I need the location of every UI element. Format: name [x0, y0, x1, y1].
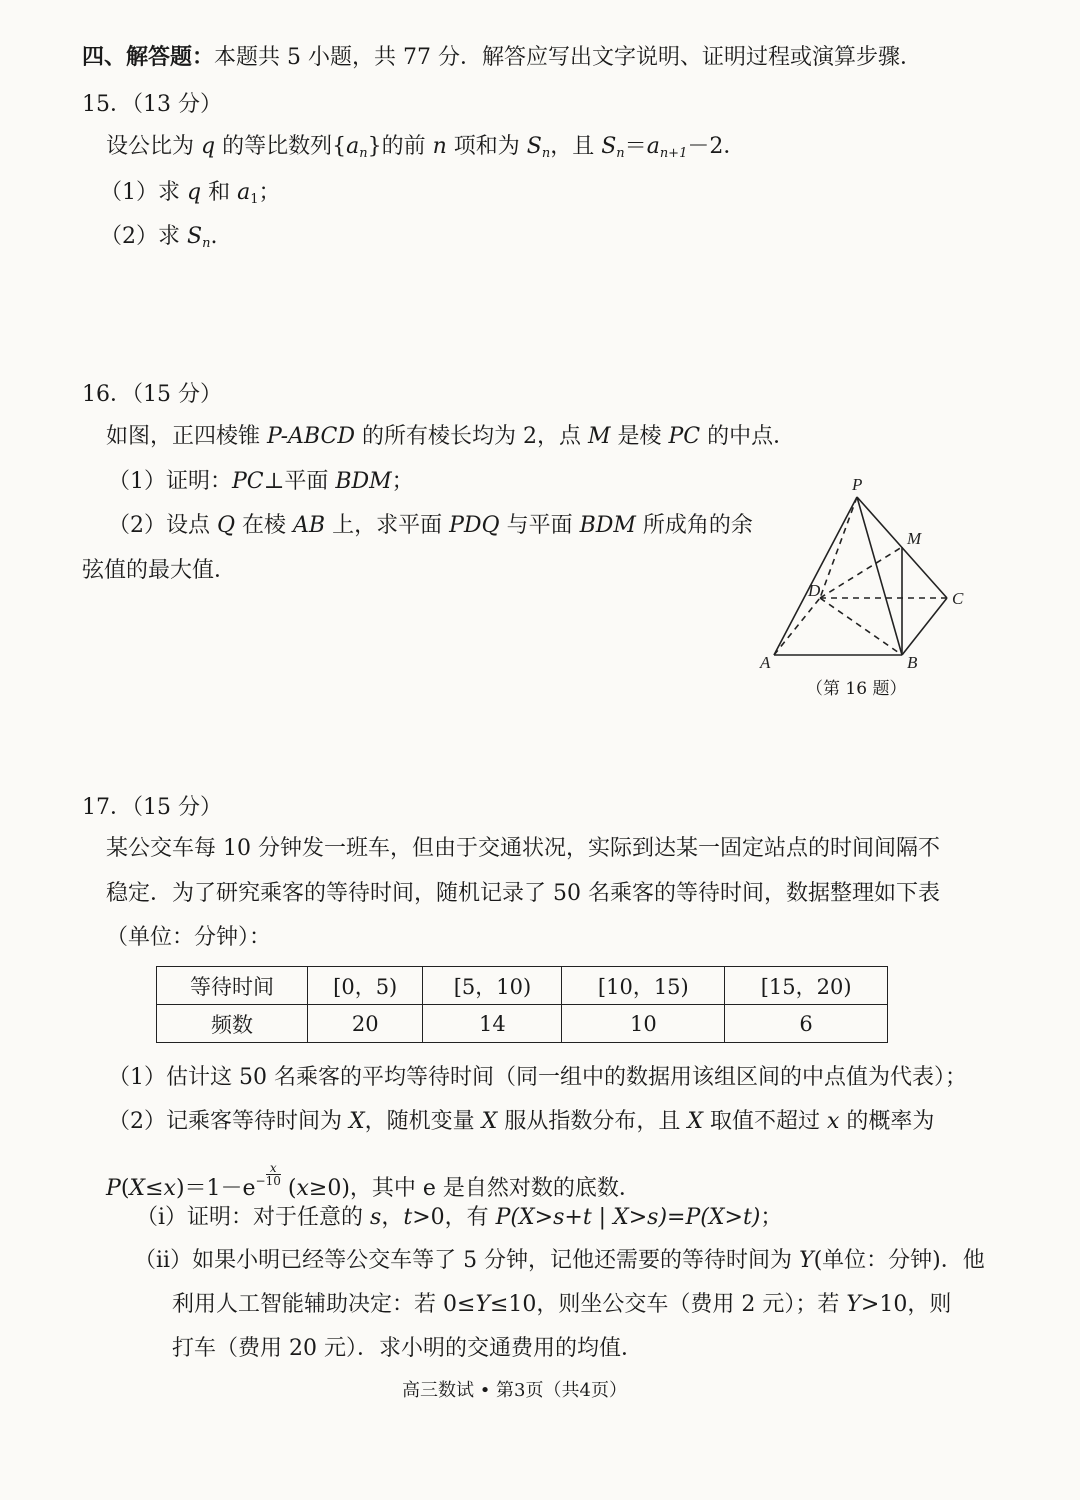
figure-caption: （第 16 题）	[806, 679, 907, 699]
table-header-cell: 频数	[157, 1005, 308, 1043]
label-M: M	[907, 529, 922, 548]
q17-stem-line2: 稳定．为了研究乘客的等待时间，随机记录了 50 名乘客的等待时间，数据整理如下表	[106, 881, 940, 906]
q17-stem-line3: （单位：分钟）：	[106, 925, 272, 950]
segment-DM	[820, 547, 902, 598]
pyramid-figure	[750, 470, 980, 710]
edge-AD	[774, 598, 820, 655]
table-cell: 14	[423, 1005, 562, 1043]
label-C: C	[952, 589, 964, 608]
q17-part2: （2）记乘客等待时间为 X，随机变量 X 服从指数分布，且 X 取值不超过 x 的概率为	[108, 1109, 935, 1134]
section-instruction: 本题共 5 小题，共 77 分．解答应写出文字说明、证明过程或演算步骤．	[214, 45, 922, 70]
edge-PD	[820, 497, 857, 598]
q17-part2-i: （i）证明：对于任意的 s，t>0，有 P(X>s+t | X>s)=P(X>t)；	[136, 1205, 783, 1230]
q17-part2-ii: （ii）如果小明已经等公交车等了 5 分钟，记他还需要的等待时间为 Y(单位：分钟)．他	[134, 1248, 985, 1273]
table-cell: [15，20)	[725, 967, 888, 1005]
edge-PB	[857, 497, 902, 655]
table-cell: 10	[562, 1005, 725, 1043]
q16-part1: （1）证明：PC⊥平面 BDM；	[108, 469, 414, 494]
label-P: P	[852, 475, 863, 494]
q15-title: 15．（13 分）	[82, 92, 222, 117]
label-D: D	[808, 581, 821, 600]
q16-stem: 如图，正四棱锥 P-ABCD 的所有棱长均为 2，点 M 是棱 PC 的中点．	[106, 424, 796, 449]
frequency-table	[156, 966, 888, 1043]
q16-part2: （2）设点 Q 在棱 AB 上，求平面 PDQ 与平面 BDM 所成角的余	[108, 513, 753, 538]
table-header-cell: 等待时间	[157, 967, 308, 1005]
q16-part2-cont: 弦值的最大值．	[82, 558, 237, 583]
q17-part1: （1）估计这 50 名乘客的平均等待时间（同一组中的数据用该组区间的中点值为代表）；	[108, 1065, 967, 1090]
section-heading	[82, 46, 922, 69]
page-footer: 高三数试 • 第3页（共4页）	[402, 1380, 627, 1401]
q15-part2: （2）求 $S_n$.	[100, 224, 218, 251]
edge-BC	[902, 598, 947, 655]
table-cell: 20	[308, 1005, 423, 1043]
q17-part2-ii-line3: 打车（费用 20 元）．求小明的交通费用的均值．	[172, 1336, 643, 1361]
section-label: 四、解答题：	[82, 44, 215, 70]
q15-stem: 设公比为 q 的等比数列$\{a_n\}$的前 n 项和为 $S_n$，且 $S_n=a_{n+1}-2$．	[106, 134, 746, 161]
table-cell: 6	[725, 1005, 888, 1043]
label-B: B	[907, 653, 918, 672]
table-row	[157, 1005, 888, 1043]
table-cell: [5，10)	[423, 967, 562, 1005]
q17-formula-line: P(X≤x)＝1－e− $\frac{x}{10}$ (x≥0)，其中 e 是自然对数的底数．	[106, 1161, 641, 1201]
q17-title: 17．（15 分）	[82, 795, 222, 820]
exponent-fraction: $\frac{x}{10}$	[265, 1161, 281, 1188]
segment-DB	[820, 598, 902, 655]
edge-PA	[774, 497, 857, 655]
table-cell: [0，5)	[308, 967, 423, 1005]
q15-part1: （1）求 q 和 $a_1$；	[100, 180, 281, 207]
q16-title: 16．（15 分）	[82, 382, 222, 407]
table-row	[157, 967, 888, 1005]
label-A: A	[760, 653, 771, 672]
table-cell: [10，15)	[562, 967, 725, 1005]
q17-part2-ii-line2: 利用人工智能辅助决定：若 0≤Y≤10，则坐公交车（费用 2 元）；若 Y>10，则	[172, 1292, 952, 1317]
q17-stem-line1: 某公交车每 10 分钟发一班车，但由于交通状况，实际到达某一固定站点的时间间隔不	[106, 836, 940, 861]
